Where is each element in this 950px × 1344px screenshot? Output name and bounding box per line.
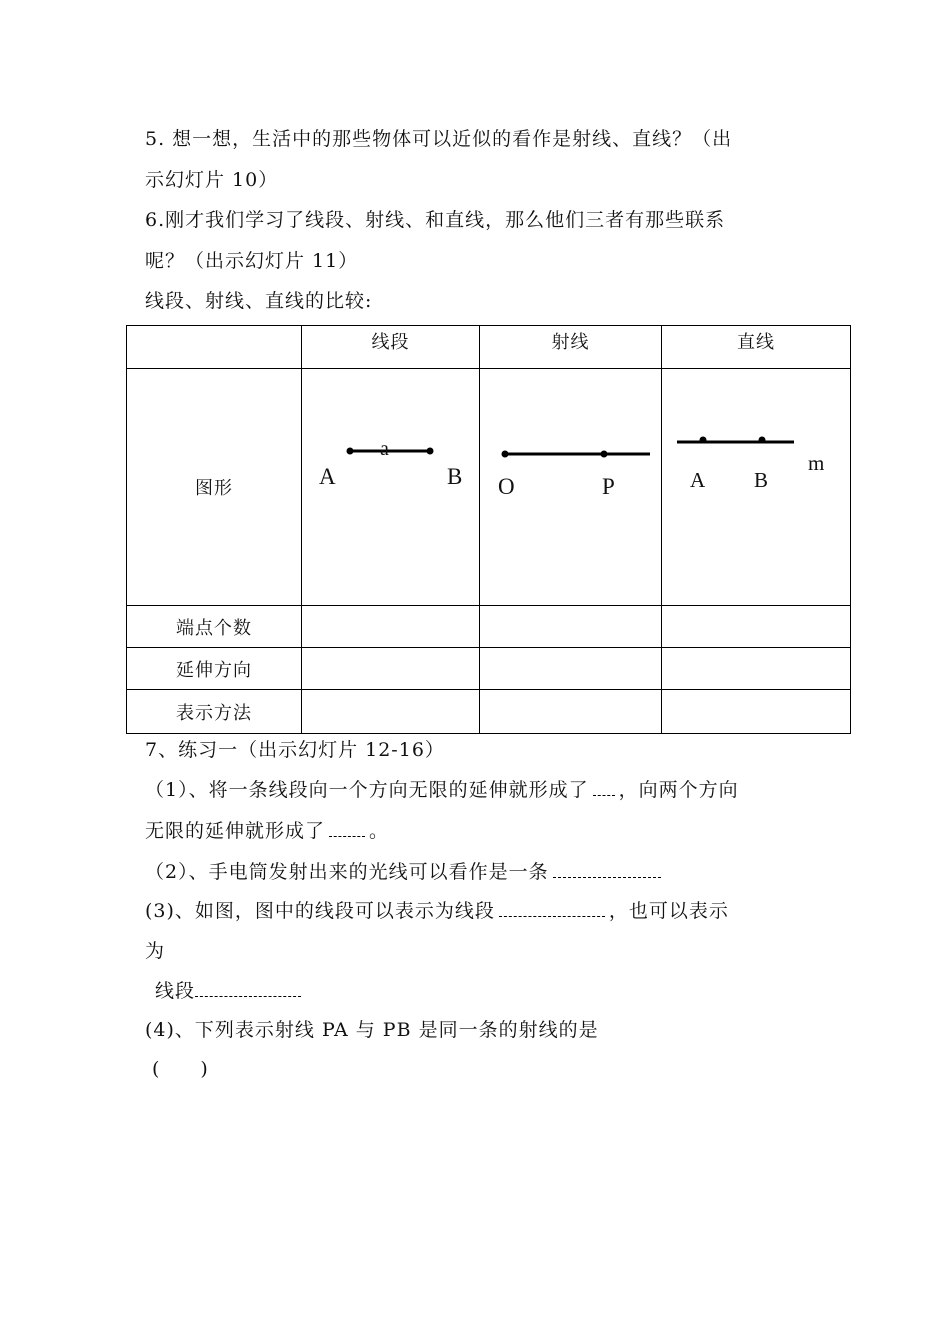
ray-figure-cell — [480, 369, 662, 606]
q1-blank-1[interactable] — [593, 779, 615, 796]
q1-text-a: （1）、将一条线段向一个方向无限的延伸就形成了 — [145, 779, 589, 801]
cell-empty — [302, 648, 480, 690]
q1-text-b: ，向两个方向 — [618, 779, 739, 801]
line-label-b: B — [754, 468, 770, 492]
header-cell-ray: 射线 — [480, 326, 662, 369]
header-cell-empty — [127, 326, 302, 369]
q2-text: （2）、手电筒发射出来的光线可以看作是一条 — [145, 861, 549, 883]
cell-empty — [480, 648, 662, 690]
q1-text-c: 无限的延伸就形成了 — [145, 820, 326, 842]
text-line-2: 示幻灯片 10） — [145, 169, 279, 191]
row-label-endpoints: 端点个数 — [127, 606, 302, 648]
row-label-notation: 表示方法 — [127, 690, 302, 734]
table-row-endpoints — [127, 606, 851, 648]
exercise-q3-line2: 为 — [145, 940, 166, 962]
table-row-figure — [127, 369, 851, 606]
q3-text-a: (3)、如图，图中的线段可以表示为线段 — [145, 900, 495, 922]
table-header-row — [127, 326, 851, 369]
header-cell-line: 直线 — [662, 326, 851, 369]
ray-point-p — [601, 451, 608, 458]
line-label-m: m — [808, 451, 826, 475]
cell-empty — [480, 606, 662, 648]
segment-label-b: B — [447, 464, 464, 489]
segment-point-b — [427, 448, 434, 455]
cell-empty — [302, 606, 480, 648]
cell-empty — [302, 690, 480, 734]
comparison-table — [126, 325, 851, 734]
segment-point-a — [347, 448, 354, 455]
exercise-q3-line1 — [145, 896, 729, 923]
row-label-extension: 延伸方向 — [127, 648, 302, 690]
exercise-q3-line3 — [155, 976, 305, 1003]
line-point-b — [759, 437, 766, 444]
ray-point-o — [502, 451, 509, 458]
cell-empty — [662, 606, 851, 648]
text-line-4: 呢？（出示幻灯片 11） — [145, 250, 359, 272]
segment-label-a: A — [319, 464, 337, 489]
exercise-title: 7、练习一（出示幻灯片 12-16） — [145, 739, 445, 761]
q2-blank[interactable] — [553, 861, 661, 878]
segment-label-mid: a — [380, 438, 390, 460]
q3-blank-2[interactable] — [195, 980, 301, 997]
segment-figure-cell — [302, 369, 480, 606]
q3-text-d: 线段 — [155, 980, 196, 1002]
q1-text-d: 。 — [369, 820, 390, 842]
table-row-notation — [127, 690, 851, 734]
text-line-5: 线段、射线、直线的比较: — [145, 290, 373, 312]
cell-empty — [480, 690, 662, 734]
q1-blank-2[interactable] — [329, 820, 365, 837]
exercise-q1-line2 — [145, 816, 389, 843]
q3-text-b: ，也可以表示 — [608, 900, 729, 922]
line-label-a: A — [690, 468, 707, 492]
exercise-q4: (4)、下列表示射线 PA 与 PB 是同一条的射线的是 — [145, 1019, 599, 1041]
text-line-3: 6.刚才我们学习了线段、射线、和直线，那么他们三者有那些联系 — [145, 209, 726, 231]
row-label-figure: 图形 — [127, 369, 302, 606]
ray-label-p: P — [602, 474, 616, 499]
cell-empty — [662, 690, 851, 734]
text-line-1: 5. 想一想，生活中的那些物体可以近似的看作是射线、直线？（出 — [145, 128, 733, 150]
line-point-a — [700, 437, 707, 444]
line-figure-cell — [662, 369, 851, 606]
ray-label-o: O — [498, 474, 516, 499]
exercise-q2 — [145, 857, 665, 884]
exercise-q1-line1 — [145, 775, 739, 802]
exercise-q4-answer: ( ) — [152, 1058, 209, 1080]
table-row-extension — [127, 648, 851, 690]
header-cell-segment: 线段 — [302, 326, 480, 369]
cell-empty — [662, 648, 851, 690]
q3-blank-1[interactable] — [499, 900, 605, 917]
